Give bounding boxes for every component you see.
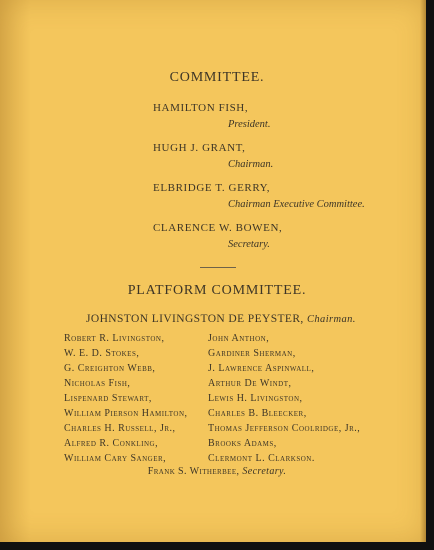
platform-chairman-role: Chairman.	[307, 314, 356, 325]
member-right-7: Thomas Jefferson Coolridge, Jr.,	[208, 423, 361, 434]
platform-chairman-line	[86, 313, 356, 325]
platform-secretary-name: Frank S. Witherbee,	[147, 466, 240, 477]
officer-name-secretary: CLARENCE W. BOWEN,	[153, 222, 283, 234]
member-left-5: Lispenard Stewart,	[64, 393, 152, 404]
member-right-3: J. Lawrence Aspinwall,	[208, 363, 315, 374]
officer-name-president: HAMILTON FISH,	[153, 102, 249, 114]
section-divider	[200, 267, 236, 268]
member-right-6: Charles B. Bleecker,	[208, 408, 307, 419]
officer-name-executive-chairman: ELBRIDGE T. GERRY,	[153, 182, 271, 194]
member-left-6: William Pierson Hamilton,	[64, 408, 188, 419]
member-right-8: Brooks Adams,	[208, 438, 277, 449]
platform-secretary-line	[0, 466, 426, 477]
member-right-2: Gardiner Sherman,	[208, 348, 296, 359]
member-right-9: Clermont L. Clarkson.	[208, 453, 315, 464]
officer-role-secretary: Secretary.	[228, 239, 270, 250]
platform-chairman-name: JOHNSTON LIVINGSTON DE PEYSTER,	[86, 313, 304, 325]
officer-name-chairman: HUGH J. GRANT,	[153, 142, 246, 154]
officer-role-executive-chairman: Chairman Executive Committee.	[228, 199, 365, 210]
committee-heading: COMMITTEE.	[169, 70, 265, 85]
officer-role-president: President.	[228, 119, 271, 130]
platform-committee-heading: PLATFORM COMMITTEE.	[127, 283, 307, 298]
member-right-5: Lewis H. Livingston,	[208, 393, 303, 404]
member-left-7: Charles H. Russell, Jr.,	[64, 423, 176, 434]
member-left-1: Robert R. Livingston,	[64, 333, 165, 344]
member-left-3: G. Creighton Webb,	[64, 363, 156, 374]
member-left-4: Nicholas Fish,	[64, 378, 131, 389]
member-right-1: John Anthon,	[208, 333, 270, 344]
member-left-2: W. E. D. Stokes,	[64, 348, 140, 359]
member-left-9: William Cary Sanger,	[64, 453, 167, 464]
platform-secretary-role: Secretary.	[242, 466, 287, 477]
member-left-8: Alfred R. Conkling,	[64, 438, 159, 449]
member-right-4: Arthur De Windt,	[208, 378, 292, 389]
officer-role-chairman: Chairman.	[228, 159, 274, 170]
